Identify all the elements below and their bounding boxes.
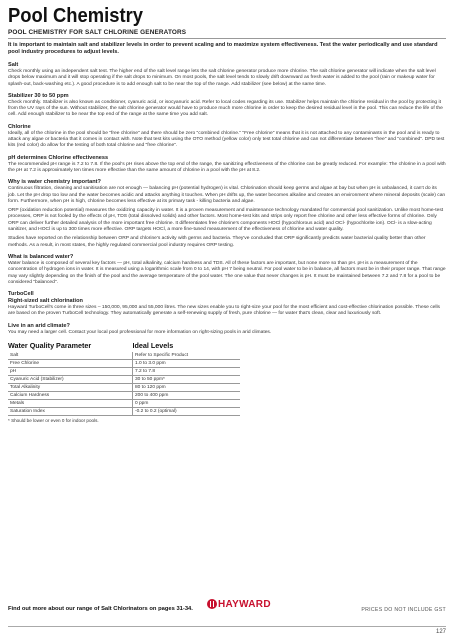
hayward-logo-icon [207,599,217,609]
section-arid-climate [8,323,446,336]
table-cell-parameter: Free Chlorine [8,360,133,368]
table-cell-parameter: Metals [8,400,133,408]
section-water-chemistry [8,179,446,249]
section-heading: TurboCell [8,291,34,298]
section-stabilizer [8,93,446,119]
page-content [8,6,446,423]
footer-divider [8,626,446,627]
table-row [8,360,240,368]
section-subheading: Right-sized salt chlorination [8,298,83,305]
section-turbocell [8,291,446,318]
prices-note: PRICES DO NOT INCLUDE GST [361,607,446,613]
table-row [8,400,240,408]
section-paragraph: The recommended pH range is 7.2 to 7.8. If the pool's pH rises above the top end of the range, the sanitizing effectiveness of the chlorine can be greatly reduced. For example: The chlorine in a pool with the pH at 7.2 is approximately ten times more effective than the same amount of chlorine in a pool with the pH at 8.2. [8,161,446,173]
section-heading: Salt [8,62,19,68]
table-row [8,352,240,360]
section-paragraph: You may need a larger cell. Contact your local pool professional for more information on right-sizing pools in arid climates. [8,329,272,335]
section-paragraph: Hayward TurboCell's come in three sizes – 150,000, 95,000 and 55,000 litres. The new sizes enable you to right-size your pool for the most efficient and cost-effective chlorination possible. These cells are based on the proven TurboCell technology. They automatically generate a self-renewing supply of fresh, pure chlorine — for water that's clean, clear and luxuriously soft. [8,305,441,317]
section-ph [8,155,446,175]
section-paragraph: Ideally, all of the chlorine in the pool should be "free chlorine" and there should be zero "combined chlorine." "Free chlorine" means that it is not attached to any contaminants in the pool and is ready to attack any algae or bacteria that it comes in contact with. Note that test kits using the OTO method (yellow color) only test total chlorine and can not differentiate between "free" and "combined". DPD test kits (red color) do allow for the testing of both total chlorine and "free chlorine". [8,130,445,149]
table-cell-level: 30 to 50 ppm* [133,376,241,384]
table-cell-level: 80 to 120 ppm [133,384,241,392]
table-cell-level: 200 to 400 ppm [133,392,241,400]
section-heading: Chlorine [8,123,31,130]
water-quality-table [8,341,240,416]
section-heading: Live in an arid climate? [8,322,70,329]
section-paragraph: Continuous filtration, cleaning and sanitisation are not enough — balancing pH (potential hydrogen) is vital. Chlorination should keep germs and algae at bay but when pH is unbalanced, it can't do its job. Let the pH drop too low and the water becomes acidic and attacks anything it touches. When pH drifts up, the water becomes alkaline and creates an environment where mineral deposits (scale) can form. Furthermore, when pH is high, chlorine becomes less effective at its primary task - killing bacteria and algae. [8,186,446,204]
section-paragraph: Studies have reported on the relationship between ORP and chlorine's activity with germs and bacteria. They've concluded that ORP significantly predicts water bacterial quality better than other methods. As a result, in most states, the highly regulated commercial pool industry requires ORP testing. [8,236,426,248]
table-cell-level: 1.0 to 3.0 ppm [133,360,241,368]
table-cell-parameter: Salt [8,352,133,360]
table-cell-level: 7.2 to 7.8 [133,368,241,376]
table-row [8,368,240,376]
section-heading: Stabilizer 30 to 50 ppm [8,92,69,99]
section-heading: What is balanced water? [8,253,74,260]
table-header-row [8,341,240,352]
table-header-parameter: Water Quality Parameter [8,341,92,351]
table-header-levels: Ideal Levels [132,341,174,351]
table-cell-level: 0 ppm [133,400,241,408]
table-cell-parameter: Cyanuric Acid (Stabilizer) [8,376,133,384]
table-cell-parameter: pH [8,368,133,376]
page-footer [8,598,446,618]
section-balanced-water [8,254,446,286]
table-cell-parameter: Calcium Hardness [8,392,133,400]
table-row [8,384,240,392]
find-more-text: Find out more about our range of Salt Chlorinators on pages 31-34. [8,606,193,612]
table-cell-level: -0.2 to 0.2 (optimal) [133,408,241,416]
hayward-logo [207,598,271,610]
page-title: Pool Chemistry [8,5,143,27]
section-heading: Why is water chemistry important? [8,179,101,186]
section-chlorine [8,124,446,150]
section-paragraph: Water balance is composed of several key factors — pH, total alkalinity, calcium hardness and TDS. All of these factors are important, but none more so than pH. pH is a measurement of the concentration of hydrogen ions in water. It is measured using a logarithmic scale from 0 to 14, with pH 7 being neutral. For pool water to be in balance, all factors must be in their proper range. That range may vary slightly depending on the finish of the pool and the average temperature of the pool water. The one value that never changes is pH. It must be maintained between 7.2 and 7.8 for a pool to be considered "balanced". [8,260,446,285]
section-paragraph: ORP (oxidation reduction potential) measures the oxidizing capacity in water. It is a proven measurement and maintenance technology mandated for commercial pool sanitization. Unlike most home-test processes, ORP is not fooled by the effects of pH, TDS (total dissolved solids) and other factors. Most home-test kits and strips only report free chlorine and other less effective forms of chlorine. Only ORP can deliver further detailed analysis of the more important free chlorine. It differentiates free chlorine's components HOCl (hypochlorous acid) and OCl- (hypochlorite ion). OCl- is a slow-acting sanitizer, and HOCl is up to 300 times more effective. ORP targets HOCl, a more fine-tuned measurement of the effectiveness of chlorine and water quality. [8,208,444,233]
table-row [8,408,240,416]
table-cell-level: Refer to Specific Product [133,352,241,360]
page-subtitle: POOL CHEMISTRY FOR SALT CHLORINE GENERATORS [8,29,446,39]
table-row [8,392,240,400]
table-cell-parameter: Saturation Index [8,408,133,416]
table-row [8,376,240,384]
section-salt [8,62,446,88]
table-cell-parameter: Total Alkalinity [8,384,133,392]
section-paragraph: Check monthly using an independent salt test. The higher end of the salt level range lets the salt chlorine generator produce more chlorine. The salt chlorine generator will indicate when the salt level drops below maximum and it will stop operating if the salt drops to minimum. On most pools, the salt level tends to slowly drift downward as fresh water is added to the pool (rain or makeup water for splash-out, back-washing etc.). A good procedure is to add enough salt to be near the top of the range. Add stabilizer (see below) at the same time. [8,69,436,87]
page-number: 127 [435,629,446,635]
section-heading: pH determines Chlorine effectiveness [8,154,109,161]
section-paragraph: Check monthly. Stabilizer is also known as conditioner, cyanuric acid, or isocyanuric acid. Refer to local codes regarding its use. Stabilizer helps maintain the chlorine residual in the pool by protecting it from the UV rays of the sun. Without stabilizer, the salt chlorine generator would have to produce much more chlorine in order to keep the desired residual level in the pool. This can reduce the life of the cell. Add enough stabilizer to be near the top end of the range at the same time you add salt. [8,99,443,118]
table-footnote: * Should be lower or even 0 for indoor pools. [8,418,99,424]
hayward-logo-text: HAYWARD [218,598,271,610]
intro-text: It is important to maintain salt and stabilizer levels in order to prevent scaling and to maximize system effectiveness. Test the water periodically and use standard pool industry procedures to adjust levels. [8,42,438,55]
